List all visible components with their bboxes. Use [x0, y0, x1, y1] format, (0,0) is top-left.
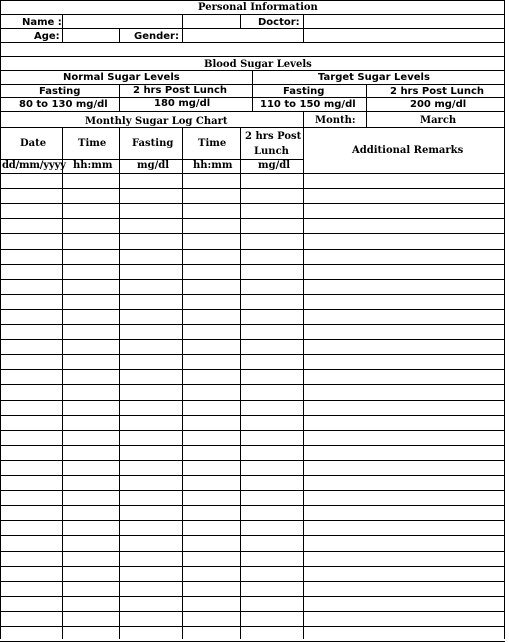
log-chart-title: Monthly Sugar Log Chart [85, 116, 228, 127]
fasting-unit: mg/dl [137, 160, 170, 171]
target-post-lunch-label: 2 hrs Post Lunch [390, 86, 484, 97]
left-border [0, 0, 1, 57]
v-rule [366, 111, 367, 128]
normal-post-lunch-label: 2 hrs Post Lunch [133, 85, 227, 96]
right-border [504, 0, 505, 57]
doctor-field[interactable] [303, 15, 504, 28]
target-fasting-value: 110 to 150 mg/dl [260, 99, 356, 110]
normal-post-lunch-value: 180 mg/dl [154, 98, 211, 109]
post-lunch-header-line1: 2 hrs Post [245, 131, 302, 142]
age-label: Age: [34, 31, 60, 42]
month-value[interactable]: March [420, 115, 457, 126]
v-rule [252, 70, 253, 112]
normal-fasting-label: Fasting [39, 86, 81, 97]
date-unit: dd/mm/yyyy [2, 160, 66, 171]
personal-info-title: Personal Information [198, 2, 318, 13]
post-lunch-header-line2: Lunch [254, 146, 289, 157]
remarks-header: Additional Remarks [352, 145, 464, 156]
name-field[interactable] [62, 15, 240, 28]
name-label: Name : [22, 17, 62, 28]
age-field[interactable] [62, 29, 119, 42]
normal-fasting-value: 80 to 130 mg/dl [19, 99, 108, 110]
post-lunch-unit: mg/dl [258, 160, 291, 171]
v-rule [366, 84, 367, 112]
v-rule [119, 84, 120, 112]
time-unit-1: hh:mm [73, 160, 113, 171]
h-rule [0, 127, 505, 128]
time-header-2: Time [198, 138, 227, 149]
doctor-label: Doctor: [258, 17, 300, 28]
date-header: Date [20, 138, 47, 149]
gender-field[interactable] [182, 29, 303, 42]
top-border [0, 0, 505, 1]
blood-sugar-title: Blood Sugar Levels [204, 59, 312, 70]
h-rule [0, 42, 505, 43]
target-fasting-label: Fasting [283, 86, 325, 97]
normal-levels-title: Normal Sugar Levels [63, 72, 180, 83]
v-rule [119, 28, 120, 43]
time-header-1: Time [78, 138, 107, 149]
section-border [0, 56, 505, 57]
target-levels-title: Target Sugar Levels [318, 72, 430, 83]
fasting-header: Fasting [132, 138, 174, 149]
month-label: Month: [315, 115, 356, 126]
v-rule [240, 14, 241, 29]
gender-label: Gender: [134, 31, 179, 42]
time-unit-2: hh:mm [193, 160, 233, 171]
log-entry-area[interactable] [0, 173, 504, 638]
target-post-lunch-value: 200 mg/dl [410, 99, 467, 110]
